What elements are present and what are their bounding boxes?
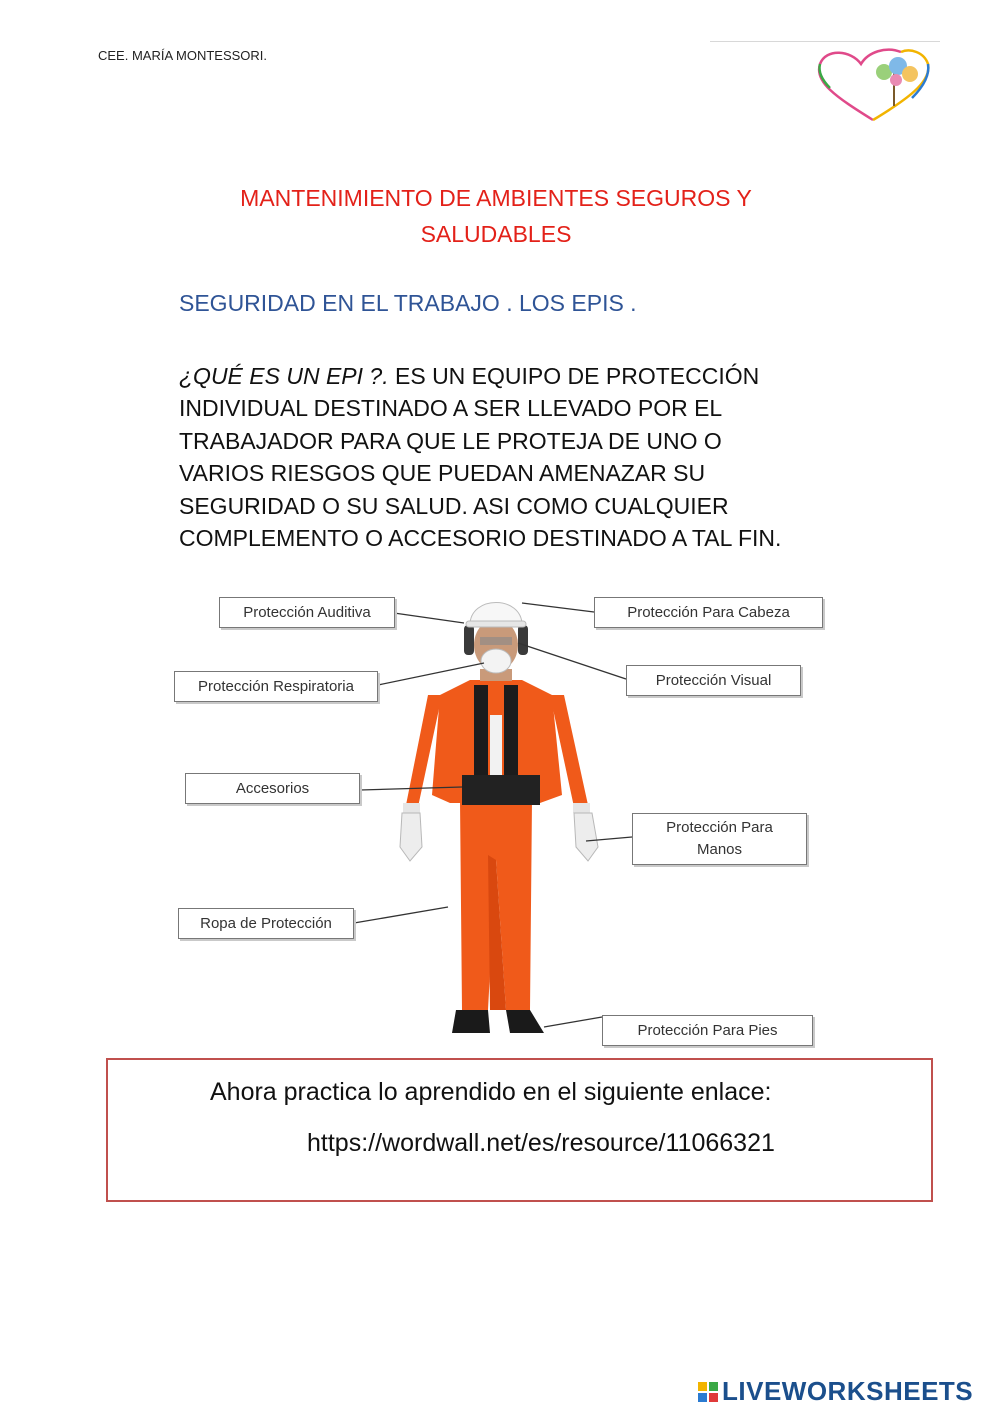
brand-name: LIVEWORKSHEETS <box>722 1376 974 1406</box>
definition-line: SEGURIDAD O SU SALUD. ASI COMO CUALQUIER <box>179 492 729 519</box>
definition-line: ES UN EQUIPO DE PROTECCIÓN <box>388 363 760 389</box>
glove-icon <box>400 813 422 861</box>
page-title <box>190 180 802 252</box>
brand-squares-icon <box>698 1382 718 1402</box>
liveworksheets-logo <box>698 1376 973 1407</box>
definition-line: VARIOS RIESGOS QUE PUEDAN AMENAZAR SU <box>179 460 706 487</box>
section-subtitle: SEGURIDAD EN EL TRABAJO . LOS EPIS . <box>179 290 637 316</box>
label-accesorios: Accesorios <box>185 773 360 804</box>
school-logo <box>806 42 940 124</box>
practice-box <box>106 1058 933 1202</box>
label-proteccion-respiratoria: Protección Respiratoria <box>174 671 378 702</box>
definition-line: COMPLEMENTO O ACCESORIO DESTINADO A TAL FIN. <box>179 525 782 552</box>
label-proteccion-manos: Protección Para Manos <box>632 813 807 865</box>
label-proteccion-pies: Protección Para Pies <box>602 1015 813 1046</box>
label-proteccion-auditiva: Protección Auditiva <box>219 597 395 628</box>
school-name: CEE. MARÍA MONTESSORI. <box>98 48 268 63</box>
definition-line: INDIVIDUAL DESTINADO A SER LLEVADO POR EL <box>179 395 723 422</box>
practice-prompt: Ahora practica lo aprendido en el siguiente enlace: <box>210 1078 772 1106</box>
page-title-line1: MANTENIMIENTO DE AMBIENTES SEGUROS Y <box>240 185 752 211</box>
page-title-line2: SALUDABLES <box>420 221 572 247</box>
label-proteccion-visual: Protección Visual <box>626 665 801 696</box>
label-proteccion-cabeza: Protección Para Cabeza <box>594 597 823 628</box>
ppe-figure <box>170 585 830 1055</box>
label-ropa-proteccion: Ropa de Protección <box>178 908 354 939</box>
epi-definition <box>179 360 939 554</box>
definition-question: ¿QUÉ ES UN EPI ?. <box>179 363 389 389</box>
definition-line: TRABAJADOR PARA QUE LE PROTEJA DE UNO O <box>179 427 722 454</box>
mask-icon <box>481 649 511 673</box>
practice-link[interactable]: https://wordwall.net/es/resource/11066321 <box>307 1129 775 1157</box>
